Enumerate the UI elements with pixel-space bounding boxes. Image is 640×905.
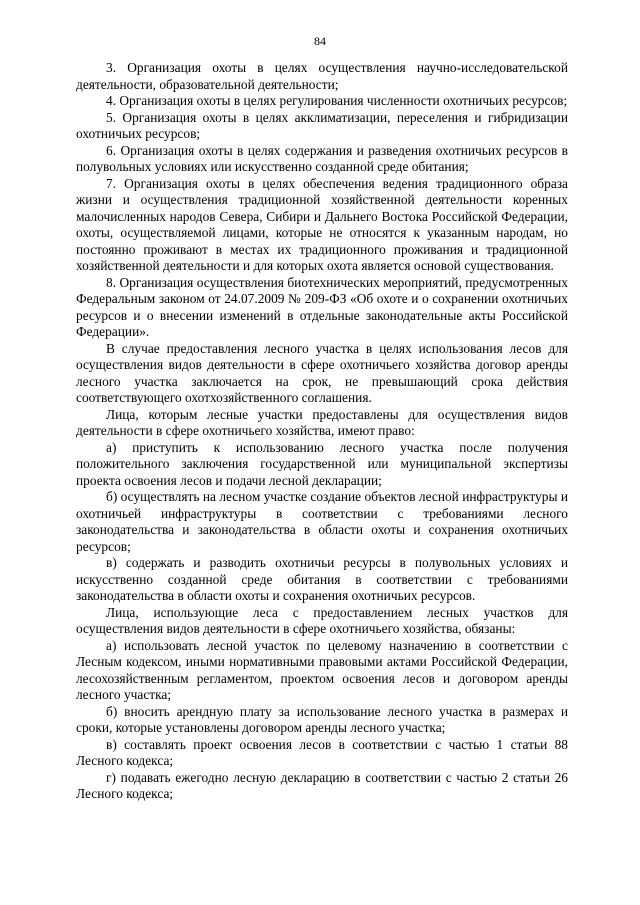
paragraph-duty-a: а) использовать лесной участок по целевому назначению в соответствии с Лесным кодексом, иными нормативными правовыми актами Российской Федерации, лесохозяйственным регламентом, проектом освоения лесов и договором аренды лесного участка; xyxy=(76,637,568,702)
paragraph-item-8: 8. Организация осуществления биотехнических мероприятий, предусмотренных Федеральным законом от 24.07.2009 № 209-ФЗ «Об охоте и о сохранении охотничьих ресурсов и о внесении изменений в отдельные законодательные акты Российской Федерации». xyxy=(76,274,568,339)
paragraph-lease-term: В случае предоставления лесного участка в целях использования лесов для осуществления видов деятельности в сфере охотничьего хозяйства договор аренды лесного участка заключается на срок, не превышающий срока действия соответствующего охотхозяйственного соглашения. xyxy=(76,340,568,405)
document-body xyxy=(76,60,568,803)
paragraph-item-6: 6. Организация охоты в целях содержания и разведения охотничьих ресурсов в полувольных условиях или искусственно созданной среде обитания; xyxy=(76,142,568,174)
paragraph-right-a: а) приступить к использованию лесного участка после получения положительного заключения государственной или муниципальной экспертизы проекта освоения лесов и подачи лесной декларации; xyxy=(76,439,568,488)
paragraph-item-4: 4. Организация охоты в целях регулирования численности охотничьих ресурсов; xyxy=(106,93,568,108)
page-number: 84 xyxy=(314,34,326,48)
paragraph-duty-g: г) подавать ежегодно лесную декларацию в соответствии с частью 2 статьи 26 Лесного кодекса; xyxy=(76,769,568,801)
paragraph-item-7: 7. Организация охоты в целях обеспечения ведения традиционного образа жизни и осуществления традиционной хозяйственной деятельности коренных малочисленных народов Севера, Сибири и Дальнего Востока Российской Федерации, охоты, осуществляемой лицами, которые не относятся к указанным народам, но постоянно проживают в местах их традиционного проживания и традиционной хозяйственной деятельности и для которых охота является основой существования. xyxy=(76,175,568,273)
paragraph-item-5: 5. Организация охоты в целях акклиматизации, переселения и гибридизации охотничьих ресурсов; xyxy=(76,109,568,141)
paragraph-rights-intro: Лица, которым лесные участки предоставлены для осуществления видов деятельности в сфере охотничьего хозяйства, имеют право: xyxy=(76,406,568,438)
paragraph-item-3: 3. Организация охоты в целях осуществления научно-исследовательской деятельности, образовательной деятельности; xyxy=(76,60,568,92)
paragraph-duties-intro: Лица, использующие леса с предоставлением лесных участков для осуществления видов деятельности в сфере охотничьего хозяйства, обязаны: xyxy=(76,604,568,636)
paragraph-right-v: в) содержать и разводить охотничьи ресурсы в полувольных условиях и искусственно созданной среде обитания в соответствии с требованиями законодательства в области охоты и сохранения охотничьих ресурсов. xyxy=(76,555,568,603)
paragraph-duty-b: б) вносить арендную плату за использование лесного участка в размерах и сроки, которые установлены договором аренды лесного участка; xyxy=(76,703,568,735)
paragraph-duty-v: в) составлять проект освоения лесов в соответствии с частью 1 статьи 88 Лесного кодекса; xyxy=(76,736,568,768)
paragraph-right-b: б) осуществлять на лесном участке создание объектов лесной инфраструктуры и охотничьей инфраструктуры в соответствии с требованиями лесного законодательства и законодательства в области охоты и сохранения охотничьих ресурсов; xyxy=(76,489,568,554)
